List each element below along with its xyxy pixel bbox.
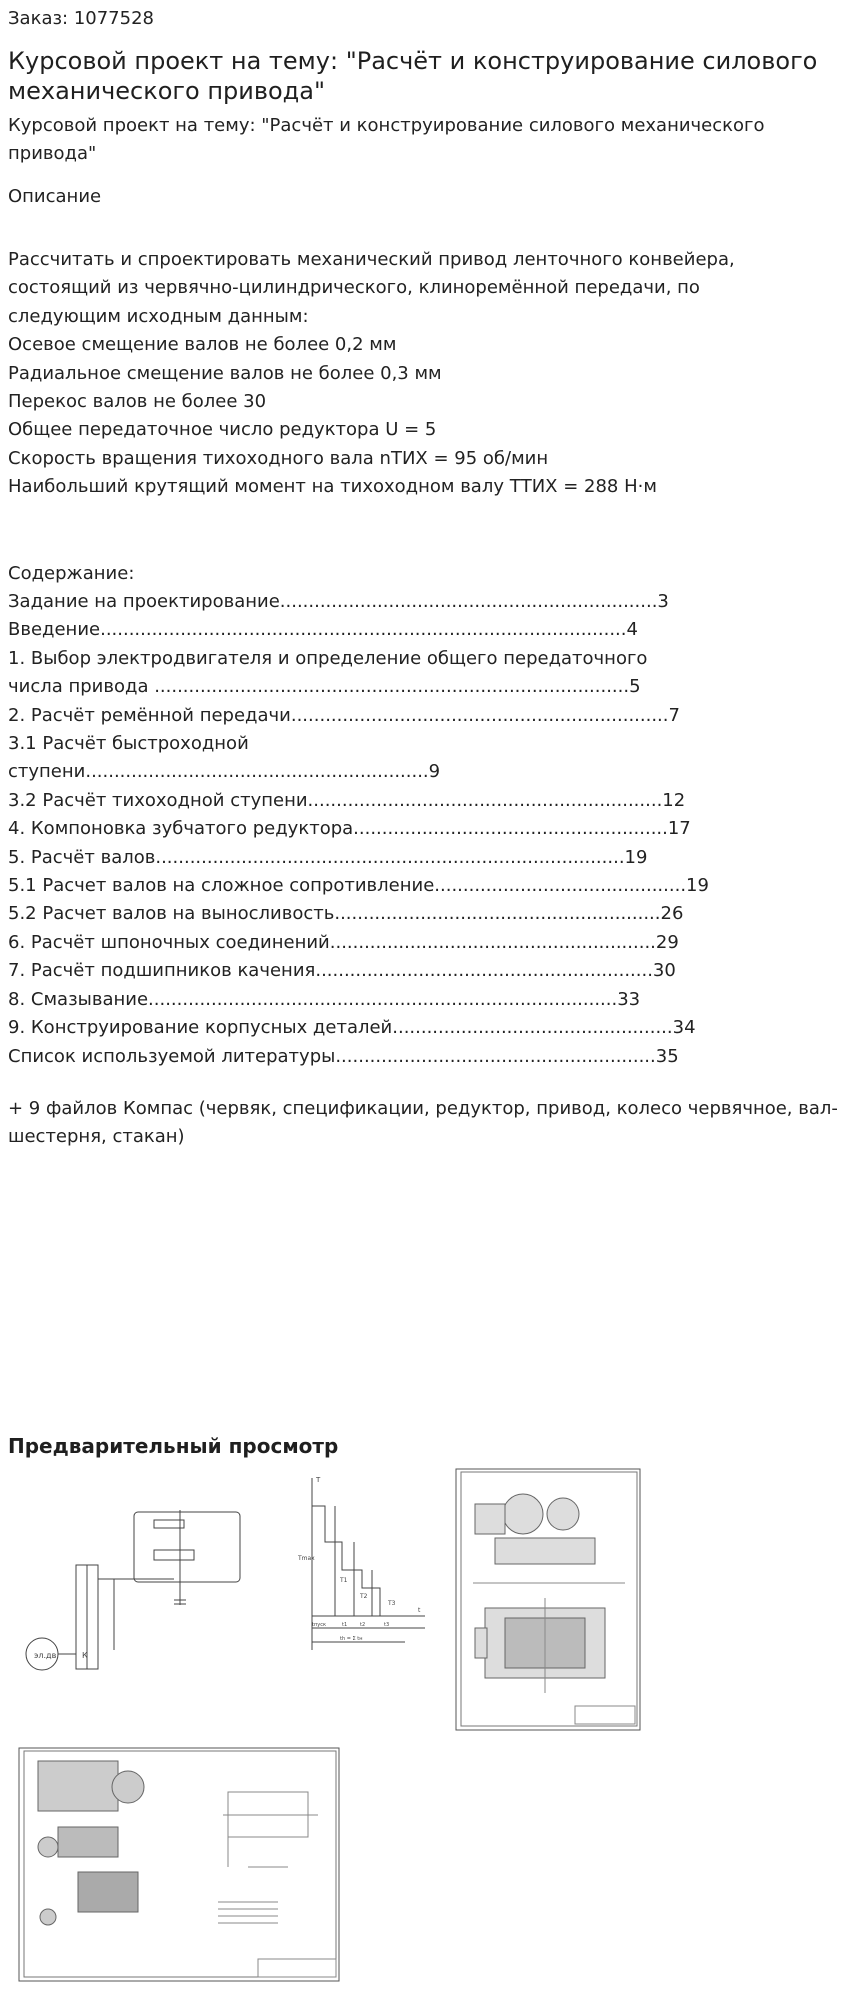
t2-time-label: t2 xyxy=(360,1622,366,1628)
preview-heading: Предварительный просмотр xyxy=(8,1434,339,1458)
contents-item: числа привода ...................................................................................5 xyxy=(8,676,641,698)
page-subtitle: Курсовой проект на тему: "Расчёт и конструирование силового механического привода" xyxy=(8,115,765,164)
contents-item: 4. Компоновка зубчатого редуктора.......................................................17 xyxy=(8,818,691,840)
description-line: Общее передаточное число редуктора U = 5 xyxy=(8,419,437,441)
contents-item: 3.1 Расчёт быстроходной xyxy=(8,733,249,755)
description-line: состоящий из червячно-цилиндрического, клиноремённой передачи, по xyxy=(8,277,700,299)
contents-item: 8. Смазывание..................................................................................33 xyxy=(8,988,641,1010)
description-line: Радиальное смещение валов не более 0,3 мм xyxy=(8,362,442,384)
t2-label: T2 xyxy=(360,1593,368,1600)
contents-item: 5.1 Расчет валов на сложное сопротивление............................................19 xyxy=(8,875,709,897)
th-label: th = Σ tн xyxy=(340,1636,363,1642)
drive-drawing xyxy=(18,1747,340,1982)
drive-drawing-thumbnail[interactable] xyxy=(18,1747,340,1982)
files-note: + 9 файлов Компас (червяк, спецификации, редуктор, привод, колесо червячное, вал-шестерня, стакан) xyxy=(8,1098,838,1148)
contents-item: 5. Расчёт валов..................................................................................19 xyxy=(8,846,648,868)
time-axis-label: t xyxy=(418,1607,421,1614)
t1-time-label: t1 xyxy=(342,1622,348,1628)
description-line: Рассчитать и спроектировать механический привод ленточного конвейера, xyxy=(8,249,735,270)
t-axis-label: T xyxy=(316,1476,321,1484)
contents-list xyxy=(8,588,838,1071)
contents-item: 7. Расчёт подшипников качения...........................................................30 xyxy=(8,960,676,982)
reducer-drawing-thumbnail[interactable] xyxy=(455,1468,641,1731)
kinematic-scheme-thumbnail[interactable] xyxy=(14,1480,254,1685)
t3-time-label: t3 xyxy=(384,1622,390,1628)
contents-item: 2. Расчёт ремённой передачи..................................................................7 xyxy=(8,704,680,726)
contents-heading: Содержание: xyxy=(8,563,135,584)
t1-label: T1 xyxy=(340,1577,348,1584)
k-label: К xyxy=(82,1651,88,1660)
t3-label: T3 xyxy=(388,1600,396,1607)
description-line: Наибольший крутящий момент на тихоходном валу TТИХ = 288 Н·м xyxy=(8,476,657,498)
description-line: Осевое смещение валов не более 0,2 мм xyxy=(8,334,397,356)
page-title: Курсовой проект на тему: "Расчёт и конструирование силового механического привода" xyxy=(8,47,818,105)
contents-item: ступени............................................................9 xyxy=(8,761,441,783)
reducer-drawing xyxy=(455,1468,641,1731)
contents-item: 6. Расчёт шпоночных соединений.........................................................29 xyxy=(8,931,679,953)
order-number: Заказ: 1077528 xyxy=(8,8,154,29)
kinematic-scheme-drawing xyxy=(14,1480,254,1685)
tmax-label: Tmax xyxy=(298,1555,315,1562)
contents-item: Введение............................................................................................4 xyxy=(8,619,638,641)
description-heading: Описание xyxy=(8,186,102,207)
contents-item: Задание на проектирование..................................................................3 xyxy=(8,591,669,612)
load-graph-drawing xyxy=(280,1470,430,1655)
description-body xyxy=(8,246,838,502)
contents-item: 1. Выбор электродвигателя и определение общего передаточного xyxy=(8,647,648,669)
description-line: следующим исходным данным: xyxy=(8,305,309,327)
contents-item: Список используемой литературы........................................................35 xyxy=(8,1045,679,1067)
contents-item: 5.2 Расчет валов на выносливость.........................................................26 xyxy=(8,903,684,925)
contents-item: 3.2 Расчёт тихоходной ступени..............................................................12 xyxy=(8,789,686,811)
motor-label: эл.дв xyxy=(34,1651,57,1660)
contents-item: 9. Конструирование корпусных деталей.................................................34 xyxy=(8,1017,696,1039)
load-graph-thumbnail[interactable] xyxy=(280,1470,430,1655)
description-line: Скорость вращения тихоходного вала nТИХ = 95 об/мин xyxy=(8,447,549,469)
tpusk-label: tпуск xyxy=(312,1622,326,1628)
description-line: Перекос валов не более 30 xyxy=(8,391,267,413)
